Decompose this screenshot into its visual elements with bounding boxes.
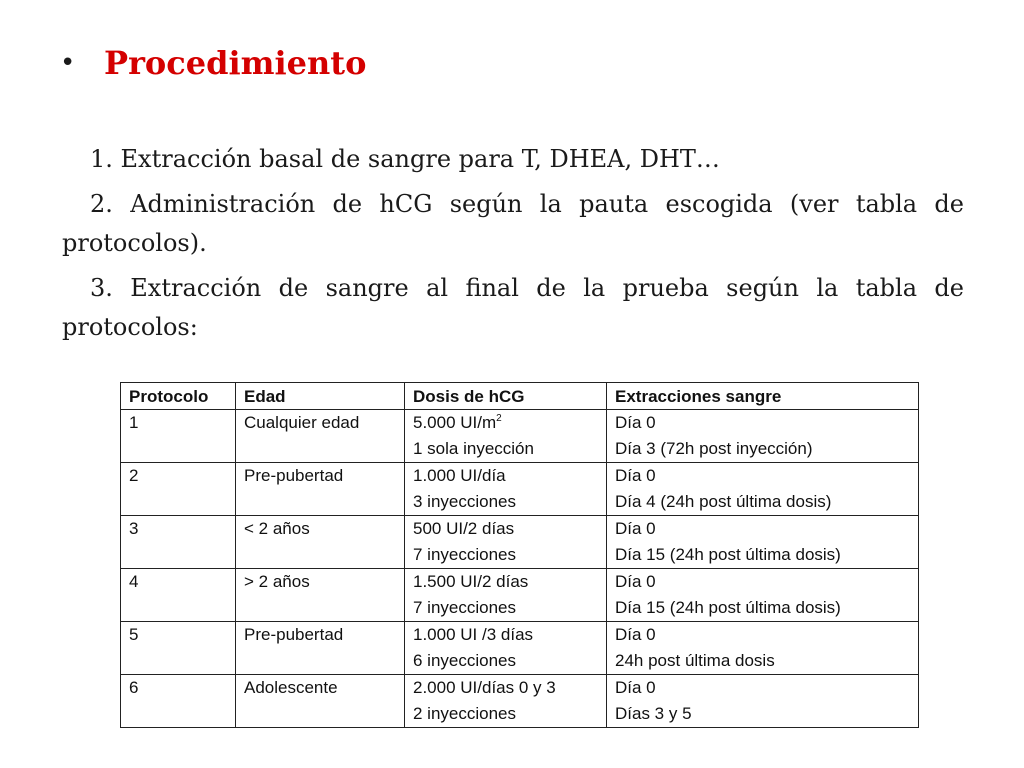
edad-value: Adolescente xyxy=(244,678,338,697)
cell-extracciones xyxy=(607,622,919,675)
cell-protocolo xyxy=(121,410,236,463)
extraccion-line-2: Día 4 (24h post última dosis) xyxy=(615,492,832,511)
cell-dosis xyxy=(405,569,607,622)
dosis-line-2: 7 inyecciones xyxy=(413,545,517,564)
extraccion-line-2: 24h post última dosis xyxy=(615,651,775,670)
cell-extracciones xyxy=(607,463,919,516)
procedure-steps xyxy=(62,140,964,347)
protocolo-value: 3 xyxy=(129,519,139,538)
step-3: 3. Extracción de sangre al final de la prueba según la tabla de protocolos: xyxy=(62,274,964,341)
cell-extracciones xyxy=(607,410,919,463)
edad-value: Pre-pubertad xyxy=(244,466,344,485)
cell-protocolo xyxy=(121,622,236,675)
dosis-line-2: 1 sola inyección xyxy=(413,439,534,458)
extraccion-line-1: Día 0 xyxy=(615,519,656,538)
extraccion-line-2: Día 3 (72h post inyección) xyxy=(615,439,813,458)
cell-edad xyxy=(236,675,405,728)
dosis-line-1: 2.000 UI/días 0 y 3 xyxy=(413,678,556,697)
protocolo-value: 5 xyxy=(129,625,139,644)
edad-value: Cualquier edad xyxy=(244,413,360,432)
table-row xyxy=(121,675,919,728)
edad-value: > 2 años xyxy=(244,572,310,591)
cell-dosis xyxy=(405,675,607,728)
table-row xyxy=(121,622,919,675)
header-dosis: Dosis de hCG xyxy=(405,383,607,410)
table-row xyxy=(121,463,919,516)
cell-extracciones xyxy=(607,569,919,622)
cell-dosis xyxy=(405,516,607,569)
extraccion-line-2: Día 15 (24h post última dosis) xyxy=(615,598,841,617)
header-extracciones: Extracciones sangre xyxy=(607,383,919,410)
cell-edad xyxy=(236,463,405,516)
cell-extracciones xyxy=(607,675,919,728)
dosis-line-1: 1.000 UI /3 días xyxy=(413,625,534,644)
extraccion-line-2: Día 15 (24h post última dosis) xyxy=(615,545,841,564)
dosis-line-2: 3 inyecciones xyxy=(413,492,517,511)
header-protocolo: Protocolo xyxy=(121,383,236,410)
edad-value: < 2 años xyxy=(244,519,310,538)
cell-dosis xyxy=(405,410,607,463)
step-1: 1. Extracción basal de sangre para T, DHEA, DHT… xyxy=(90,145,720,173)
dosis-line-1: 1.000 UI/día xyxy=(413,466,506,485)
dosis-line-1: 1.500 UI/2 días xyxy=(413,572,529,591)
cell-edad xyxy=(236,410,405,463)
cell-protocolo xyxy=(121,675,236,728)
extraccion-line-1: Día 0 xyxy=(615,625,656,644)
cell-edad xyxy=(236,516,405,569)
cell-protocolo xyxy=(121,463,236,516)
slide-title: Procedimiento xyxy=(104,44,367,82)
dosis-line-1: 500 UI/2 días xyxy=(413,519,515,538)
cell-dosis xyxy=(405,622,607,675)
dosis-line-2: 2 inyecciones xyxy=(413,704,517,723)
cell-protocolo xyxy=(121,516,236,569)
protocolo-value: 2 xyxy=(129,466,139,485)
title-bullet: • xyxy=(60,48,76,78)
table-row xyxy=(121,569,919,622)
cell-extracciones xyxy=(607,516,919,569)
extraccion-line-1: Día 0 xyxy=(615,466,656,485)
extraccion-line-1: Día 0 xyxy=(615,678,656,697)
cell-edad xyxy=(236,569,405,622)
dosis-value: 5.000 UI/m xyxy=(413,413,497,432)
step-2: 2. Administración de hCG según la pauta escogida (ver tabla de protocolos). xyxy=(62,190,964,257)
extraccion-line-1: Día 0 xyxy=(615,413,656,432)
protocol-table xyxy=(120,382,919,728)
header-edad: Edad xyxy=(236,383,405,410)
cell-dosis xyxy=(405,463,607,516)
table-row xyxy=(121,516,919,569)
superscript: 2 xyxy=(496,413,502,424)
cell-protocolo xyxy=(121,569,236,622)
protocolo-value: 6 xyxy=(129,678,139,697)
protocolo-value: 4 xyxy=(129,572,139,591)
dosis-line-2: 7 inyecciones xyxy=(413,598,517,617)
table-header-row xyxy=(121,383,919,410)
extraccion-line-1: Día 0 xyxy=(615,572,656,591)
edad-value: Pre-pubertad xyxy=(244,625,344,644)
protocolo-value: 1 xyxy=(129,413,139,432)
dosis-line-2: 6 inyecciones xyxy=(413,651,517,670)
cell-edad xyxy=(236,622,405,675)
dosis-line-1 xyxy=(413,410,598,436)
table-row xyxy=(121,410,919,463)
extraccion-line-2: Días 3 y 5 xyxy=(615,704,692,723)
title-row xyxy=(60,36,366,90)
